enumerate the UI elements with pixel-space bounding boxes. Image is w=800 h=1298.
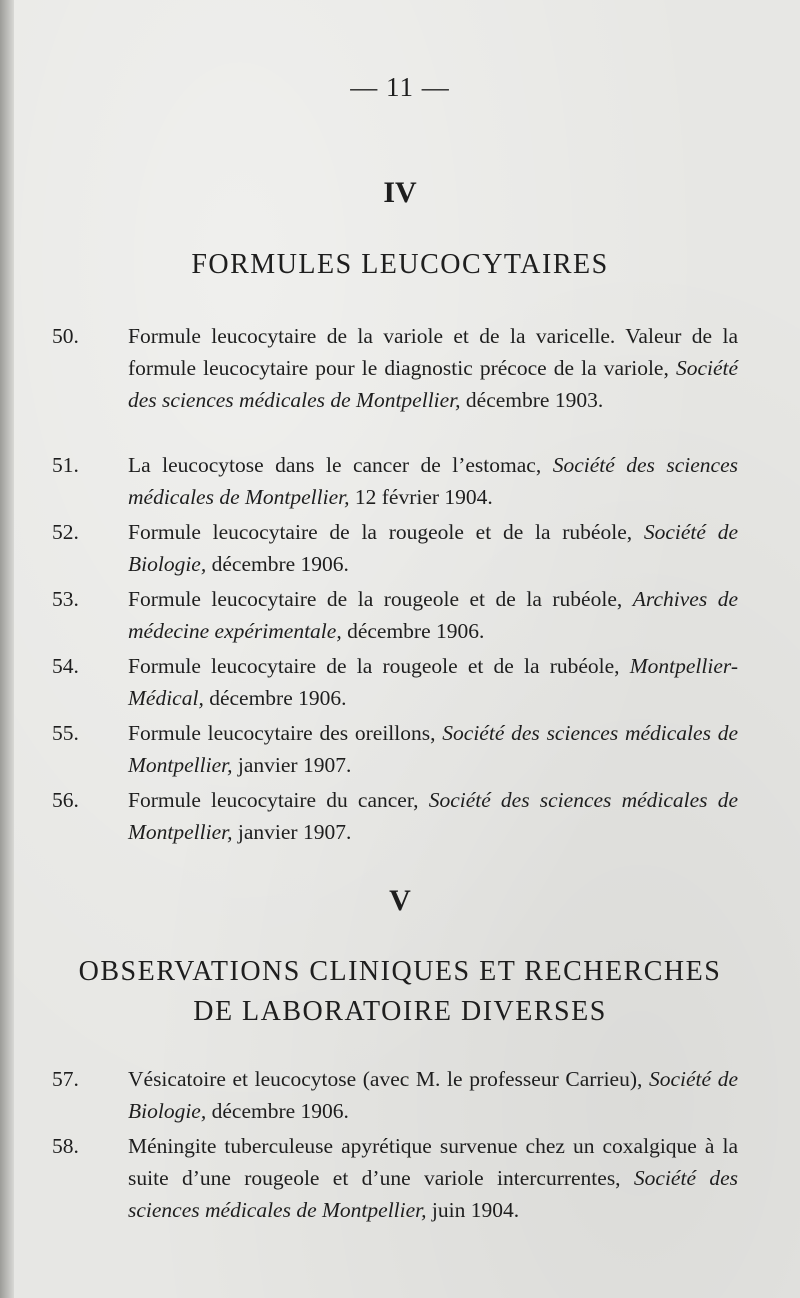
- entry-number: 55.: [52, 721, 79, 745]
- entry-journal: Archives de médecine expérimentale,: [128, 587, 738, 643]
- section-title: [0, 952, 800, 1032]
- section-numeral: V: [389, 884, 411, 917]
- section-numeral: IV: [383, 176, 417, 209]
- entry-title: Formule leucocytaire des oreillons,: [128, 721, 436, 745]
- bibliography-entry: [52, 717, 738, 782]
- entry-title: Méningite tuberculeuse apyrétique survenue chez un coxalgique à la suite d’une rougeole et d’une variole intercurrentes,: [128, 1134, 738, 1190]
- entry-number: 58.: [52, 1134, 79, 1158]
- bibliography-entry: [52, 516, 738, 581]
- entry-date: 12 février 1904.: [354, 485, 493, 509]
- section-title: [0, 245, 800, 285]
- entry-number: 54.: [52, 654, 79, 678]
- entry-title: Formule leucocytaire de la rougeole et de la rubéole,: [128, 654, 620, 678]
- entry-date: janvier 1907.: [237, 753, 352, 777]
- bibliography-entry: [52, 784, 738, 849]
- bibliography-entry: [52, 449, 738, 514]
- entry-journal: Société de Biologie,: [128, 520, 738, 576]
- page-number: — 11 —: [350, 72, 450, 102]
- entry-number: 56.: [52, 788, 79, 812]
- entry-journal: Société des sciences médicales de Montpellier,: [128, 453, 738, 509]
- section-title-line: FORMULES LEUCOCYTAIRES: [191, 249, 609, 280]
- entry-number: 57.: [52, 1067, 79, 1091]
- bibliography-list: [52, 320, 738, 849]
- bibliography-entry: [52, 1063, 738, 1128]
- entry-title: Formule leucocytaire de la rougeole et de la rubéole,: [128, 520, 633, 544]
- entry-journal: Société des sciences médicales de Montpellier,: [128, 1166, 738, 1222]
- entry-title: La leucocytose dans le cancer de l’estomac,: [128, 453, 542, 477]
- entry-journal: Société des sciences médicales de Montpellier,: [128, 721, 738, 777]
- entry-number: 52.: [52, 520, 79, 544]
- entry-date: décembre 1906.: [209, 686, 347, 710]
- bibliography-entry: [52, 1130, 738, 1226]
- entry-journal: Société de Biologie,: [128, 1067, 738, 1123]
- entry-date: janvier 1907.: [237, 820, 352, 844]
- entry-date: juin 1904.: [431, 1198, 520, 1222]
- entry-date: décembre 1906.: [211, 1099, 349, 1123]
- entry-date: décembre 1903.: [465, 388, 604, 412]
- entry-title: Formule leucocytaire du cancer,: [128, 788, 419, 812]
- entry-journal: Montpellier-Médical,: [128, 654, 738, 710]
- entry-title: Formule leucocytaire de la rougeole et de la rubéole,: [128, 587, 623, 611]
- entry-title: Vésicatoire et leucocytose (avec M. le professeur Carrieu),: [128, 1067, 643, 1091]
- entry-number: 50.: [52, 324, 79, 348]
- section-title-line: OBSERVATIONS CLINIQUES ET RECHERCHES: [78, 956, 722, 987]
- entry-title: Formule leucocytaire de la variole et de la varicelle. Valeur de la formule leucocytaire pour le diagnostic précoce de la variole,: [128, 324, 738, 380]
- bibliography-entry: [52, 650, 738, 715]
- entry-number: 51.: [52, 453, 79, 477]
- entry-date: décembre 1906.: [347, 619, 485, 643]
- entry-journal: Société des sciences médicales de Montpellier,: [128, 356, 739, 412]
- bibliography-entry: [52, 583, 738, 648]
- bibliography-entry: [52, 320, 738, 447]
- entry-journal: Société des sciences médicales de Montpellier,: [128, 788, 738, 844]
- entry-number: 53.: [52, 587, 79, 611]
- section-title-line: DE LABORATOIRE DIVERSES: [193, 996, 607, 1027]
- bibliography-list: [52, 1063, 738, 1226]
- entry-date: décembre 1906.: [211, 552, 349, 576]
